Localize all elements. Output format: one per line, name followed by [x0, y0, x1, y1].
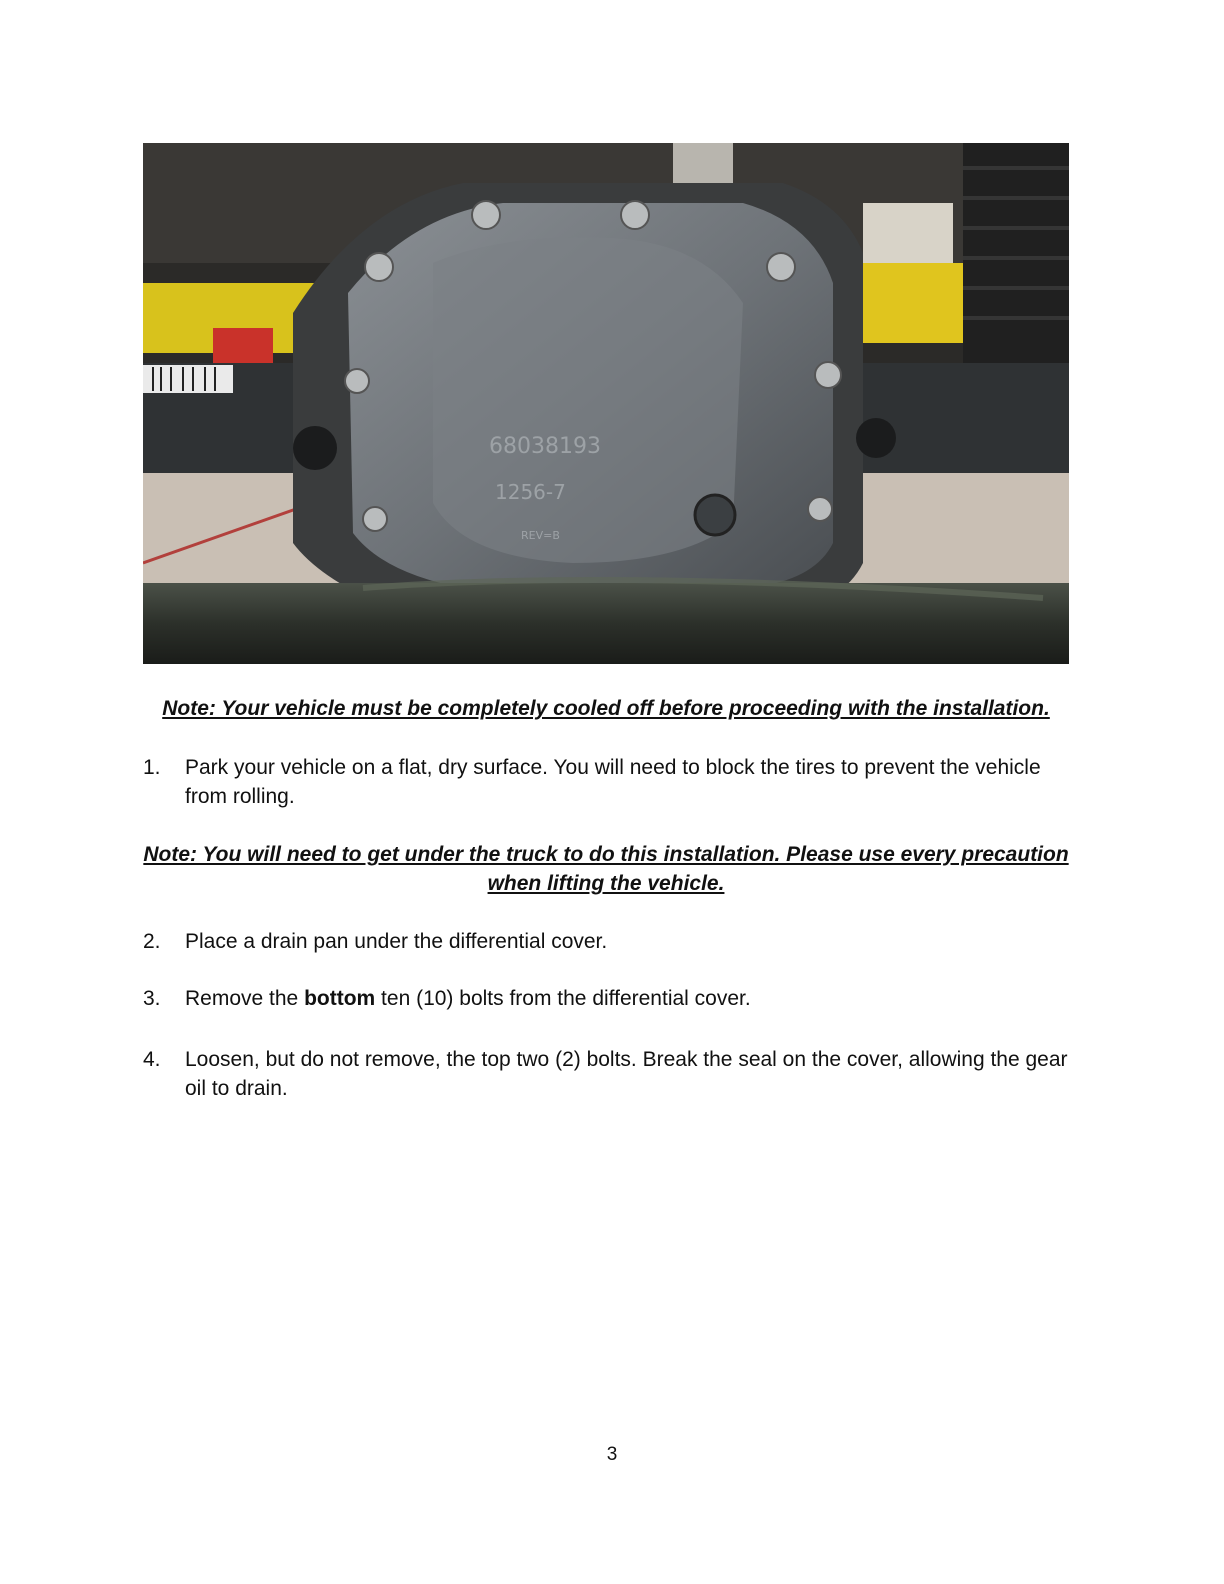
step-text-before: Remove the: [185, 987, 305, 1010]
cover-marking-part-number: 68038193: [489, 434, 601, 459]
step-text: Park your vehicle on a flat, dry surface. You will need to block the tires to prevent the vehicle from rolling.: [185, 756, 1041, 808]
step-number: 2.: [143, 930, 161, 953]
step-3: [143, 984, 1069, 1013]
step-number: 4.: [143, 1048, 161, 1071]
step-number: 3.: [143, 987, 161, 1010]
differential-cover-photo: [143, 143, 1069, 664]
step-number: 1.: [143, 756, 161, 779]
cover-marking-code: 1256-7: [495, 480, 566, 504]
step-text-bold: bottom: [304, 987, 376, 1010]
step-text: Place a drain pan under the differential cover.: [185, 930, 608, 953]
cooling-note: Note: Your vehicle must be completely cooled off before proceeding with the installation.: [162, 697, 1050, 720]
cover-marking-revision: REV=B: [521, 529, 560, 542]
step-1: [143, 753, 1069, 811]
step-text-after: ten (10) bolts from the differential cover.: [375, 987, 751, 1010]
page-number: 3: [606, 1444, 618, 1465]
step-text: [185, 984, 1069, 1013]
photo-illustration: [143, 143, 1069, 664]
step-text: Loosen, but do not remove, the top two (2) bolts. Break the seal on the cover, allowing the gear oil to drain.: [185, 1048, 1068, 1100]
lifting-note: Note: You will need to get under the truck to do this installation. Please use every precaution when lifting the vehicle.: [143, 843, 1069, 895]
step-4: [143, 1045, 1069, 1103]
step-2: [143, 927, 1069, 956]
